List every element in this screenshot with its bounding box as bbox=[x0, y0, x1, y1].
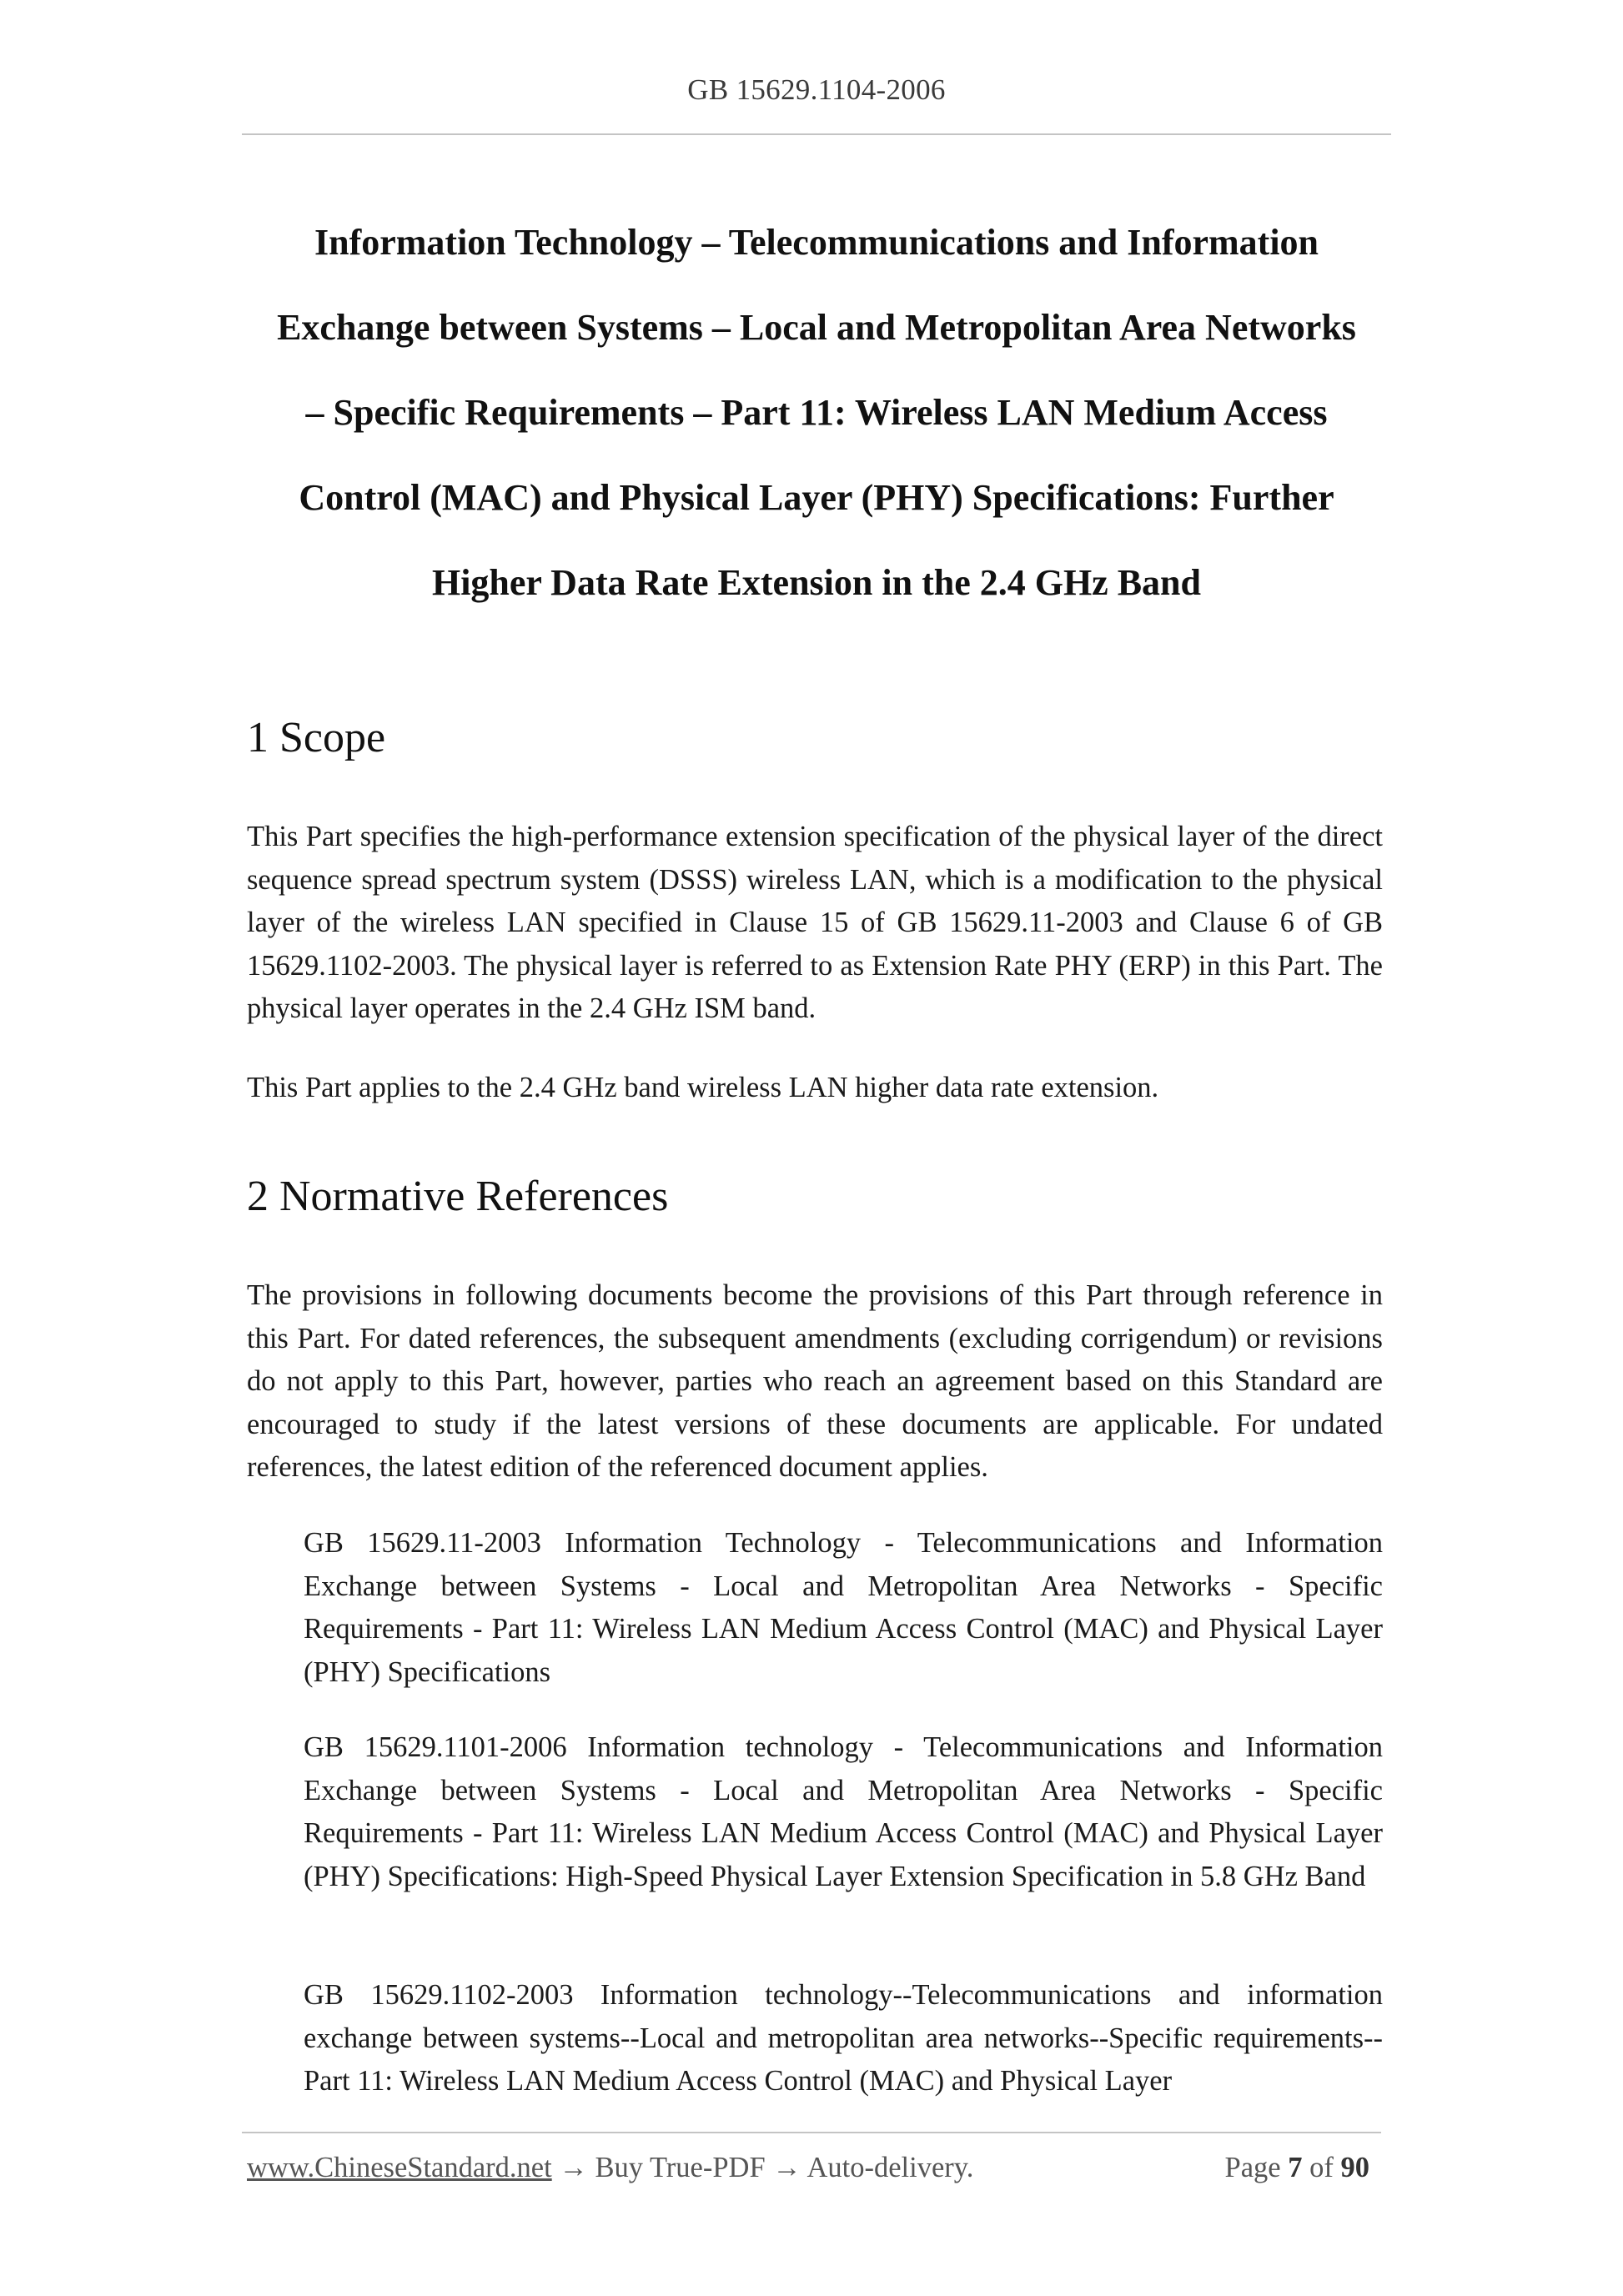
references-intro-paragraph: The provisions in following documents become the provisions of this Part through reference in this Part. For dated references, the subsequent amendments (excluding corrigendum) or revisions do not apply to this Part, however, parties who reach an agreement based on this Standard are encouraged to study if the latest versions of these documents are applicable. For undated references, the latest edition of the referenced document applies. bbox=[247, 1279, 1383, 1483]
title-line: Higher Data Rate Extension in the 2.4 GHz Band bbox=[431, 562, 1201, 603]
of-word: of bbox=[1309, 2152, 1334, 2183]
page-total: 90 bbox=[1340, 2152, 1369, 2183]
title-line: – Specific Requirements – Part 11: Wireless LAN Medium Access bbox=[305, 392, 1328, 433]
footer-promo bbox=[247, 2152, 973, 2184]
page-number bbox=[1225, 2152, 1369, 2184]
header-divider bbox=[242, 133, 1391, 135]
title-line: Information Technology – Telecommunications and Information bbox=[314, 222, 1319, 263]
title-line: Exchange between Systems – Local and Metropolitan Area Networks bbox=[277, 307, 1356, 348]
scope-paragraph: This Part specifies the high-performance extension specification of the physical layer of the direct sequence spread spectrum system (DSSS) wireless LAN, which is a modification to the physical layer of the wireless LAN specified in Clause 15 of GB 15629.11-2003 and Clause 6 of GB 15629.1102-2003. The physical layer is referred to as Extension Rate PHY (ERP) in this Part. The physical layer operates in the 2.4 GHz ISM band. bbox=[247, 821, 1383, 1024]
page-header: GB 15629.1104-2006 bbox=[687, 73, 946, 106]
title-line: Control (MAC) and Physical Layer (PHY) Specifications: Further bbox=[299, 477, 1334, 518]
document-title bbox=[225, 200, 1408, 625]
page-current: 7 bbox=[1288, 2152, 1303, 2183]
scope-paragraph: This Part applies to the 2.4 GHz band wireless LAN higher data rate extension. bbox=[247, 1072, 1159, 1103]
reference-item: GB 15629.1101-2006 Information technology - Telecommunications and Information Exchange between Systems - Local and Metropolitan Area Networks - Specific Requirements - Part 11: Wireless LAN Medium Access Control (MAC) and Physical Layer (PHY) Specifications: High-Speed Physical Layer Extension Specification in 5.8 GHz Band bbox=[304, 1731, 1383, 1892]
section-heading-normative-references: 2 Normative References bbox=[247, 1173, 669, 1220]
reference-item: GB 15629.11-2003 Information Technology - Telecommunications and Information Exchange between Systems - Local and Metropolitan Area Networks - Specific Requirements - Part 11: Wireless LAN Medium Access Control (MAC) and Physical Layer (PHY) Specifications bbox=[304, 1527, 1383, 1688]
page-word: Page bbox=[1224, 2152, 1281, 2183]
reference-item: GB 15629.1102-2003 Information technology--Telecommunications and information exchange between systems--Local and metropolitan area networks--Specific requirements--Part 11: Wireless LAN Medium Access Control (MAC) and Physical Layer bbox=[304, 1979, 1383, 2097]
footer-divider bbox=[242, 2132, 1381, 2133]
footer-tagline: → Buy True-PDF → Auto-delivery. bbox=[551, 2152, 974, 2183]
section-heading-scope: 1 Scope bbox=[247, 714, 386, 761]
site-link[interactable]: www.ChineseStandard.net bbox=[247, 2152, 552, 2183]
